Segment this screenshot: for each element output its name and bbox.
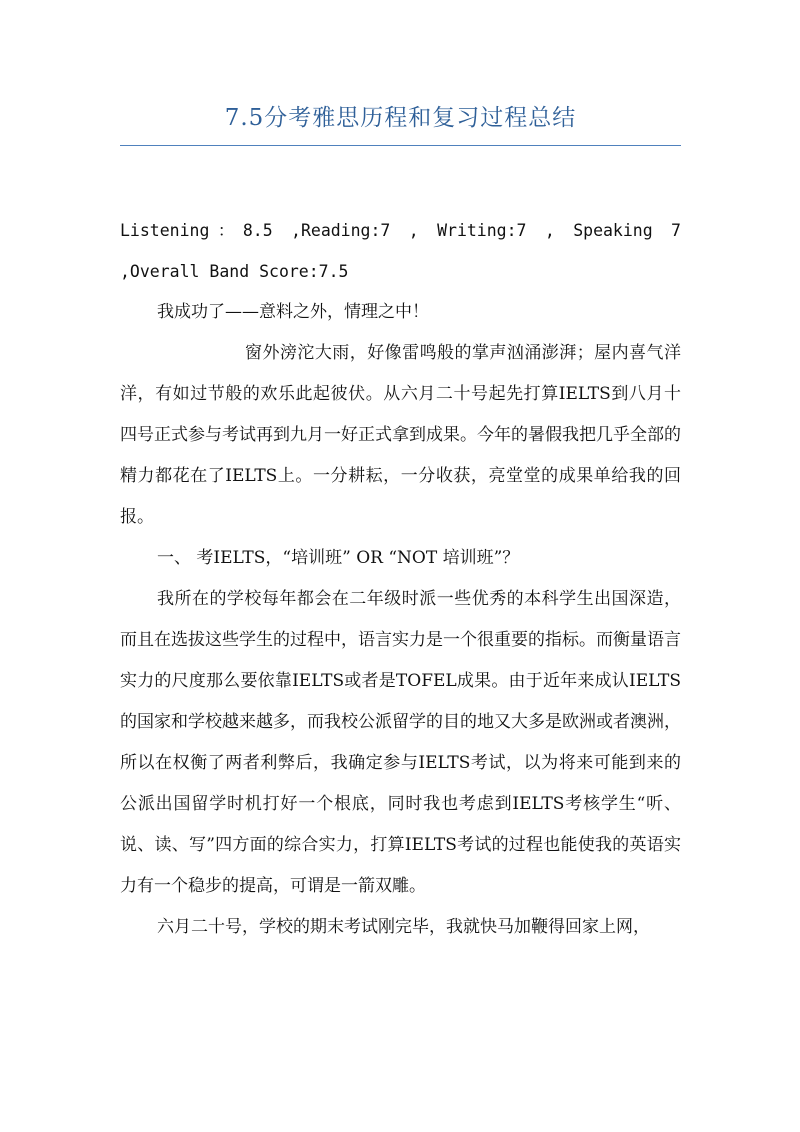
paragraph: 我成功了——意料之外，情理之中！ [157,302,429,322]
paragraph: 六月二十号，学校的期末考试刚完毕，我就快马加鞭得回家上网， [157,917,650,937]
page-title: 7.5分考雅思历程和复习过程总结 [224,105,577,131]
title-underline [120,145,681,146]
paragraph: 窗外滂沱大雨，好像雷鸣般的掌声汹涌澎湃；屋内喜气洋洋，有如过节般的欢乐此起彼伏。从六月二十号起先打算IELTS到八月十四号正式参与考试再到九月一好正式拿到成果。今年的暑假我把几乎全部的精力都花在了IELTS上。一分耕耘，一分收获，亮堂堂的成果单给我的回报。 [120,343,681,527]
paragraph: 我所在的学校每年都会在二年级时派一些优秀的本科学生出国深造，而且在选拔这些学生的过程中，语言实力是一个很重要的指标。而衡量语言实力的尺度那么要依靠IELTS或者是TOFEL成果。由于近年来成认IELTS的国家和学校越来越多，而我校公派留学的目的地又大多是欧洲或者澳洲，所以在权衡了两者利弊后，我确定参与IELTS考试，以为将来可能到来的公派出国留学时机打好一个根底，同时我也考虑到IELTS考核学生“听、说、读、写”四方面的综合实力，打算IELTS考试的过程也能使我的英语实力有一个稳步的提高，可谓是一箭双雕。 [120,589,681,896]
score-paragraph: Listening：8.5 ,Reading:7 , Writing:7 , Speaking 7 ,Overall Band Score:7.5 [120,221,681,281]
section-heading: 一、 考IELTS，“培训班” OR “NOT 培训班”？ [157,548,520,568]
document-body [120,210,681,948]
